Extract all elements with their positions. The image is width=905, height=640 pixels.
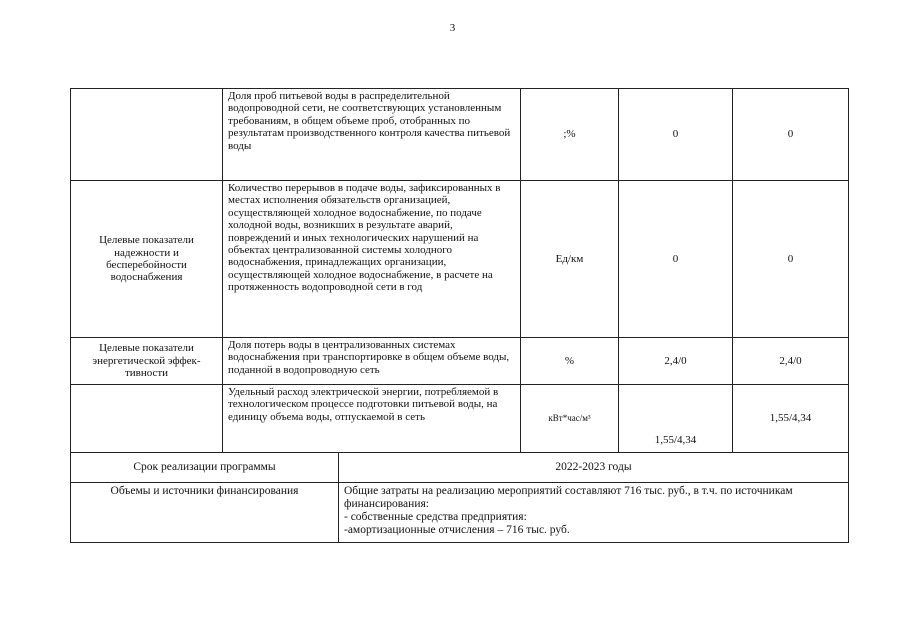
value-cell: 2,4/0 [733, 338, 849, 385]
term-label: Срок реализации программы [71, 453, 339, 483]
indicators-table [70, 88, 849, 453]
page-number: 3 [449, 22, 456, 34]
value-cell: 0 [619, 89, 733, 181]
value-cell: 2,4/0 [619, 338, 733, 385]
table-row [71, 385, 849, 453]
category-cell: Целевые показатели надежности и бесперебойности водоснабжения [71, 181, 223, 338]
funding-label: Объемы и источники финансирования [71, 483, 339, 543]
category-cell: Целевые показатели энергетической эффек-тивности [71, 338, 223, 385]
indicator-cell: Доля проб питьевой воды в распределительной водопроводной сети, не соответствующих установленным требованиям, в общем объеме проб, отобранных по результатам производственного контроля качества питьевой воды [223, 89, 521, 181]
table-row [71, 89, 849, 181]
indicator-cell: Количество перерывов в подаче воды, зафиксированных в местах исполнения обязательств организацией, осуществляющей холодное водоснабжение, по подаче холодной воды, возникших в результате аварий, повреждений и иных технологических нарушений на объектах централизованной системы холодного водоснабжения, принадлежащих организации, осуществляющей холодное водоснабжение, в расчете на протяженность водопроводной сети в год [223, 181, 521, 338]
table-row [71, 453, 849, 483]
indicator-cell: Доля потерь воды в централизованных системах водоснабжения при транспортировке в общем объеме воды, поданной в водопроводную сеть [223, 338, 521, 385]
value-cell: 0 [733, 89, 849, 181]
table-row [71, 181, 849, 338]
term-value: 2022-2023 годы [339, 453, 849, 483]
value-cell: 1,55/4,34 [733, 385, 849, 453]
category-cell [71, 89, 223, 181]
unit-cell: ;% [521, 89, 619, 181]
value-cell: 1,55/4,34 [619, 385, 733, 453]
category-cell [71, 385, 223, 453]
value-cell: 0 [619, 181, 733, 338]
indicator-cell: Удельный расход электрической энергии, потребляемой в технологическом процессе подготовки питьевой воды, на единицу объема воды, отпускаемой в сеть [223, 385, 521, 453]
funding-line: Общие затраты на реализацию мероприятий составляют 716 тыс. руб., в т.ч. по источникам финансирования: [344, 485, 793, 510]
unit-text: кВт*час/м³ [548, 413, 591, 424]
funding-value [339, 483, 849, 543]
funding-line: -амортизационные отчисления – 716 тыс. руб. [344, 524, 570, 536]
table-row [71, 338, 849, 385]
program-table [70, 452, 849, 543]
table-row [71, 483, 849, 543]
unit-cell: Ед/км [521, 181, 619, 338]
value-cell: 0 [733, 181, 849, 338]
unit-cell: % [521, 338, 619, 385]
unit-cell [521, 385, 619, 453]
funding-line: - собственные средства предприятия: [344, 511, 527, 523]
